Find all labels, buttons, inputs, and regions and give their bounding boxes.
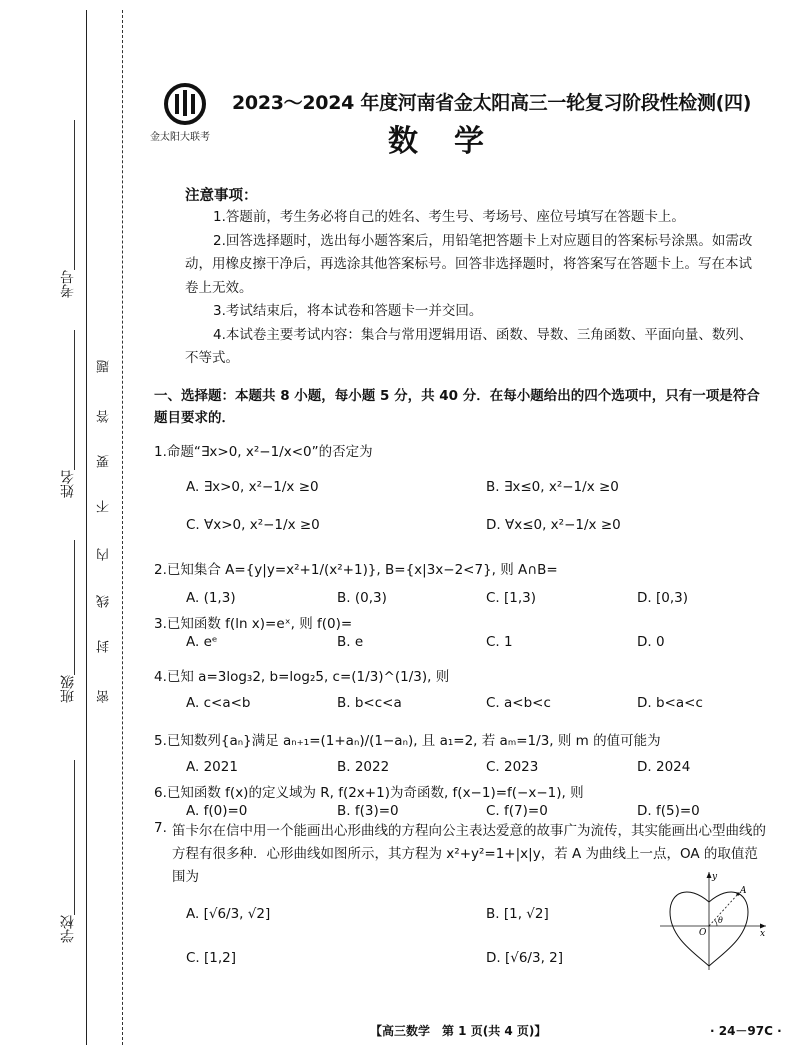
option-c: C. 2023 [486,759,539,775]
heart-curve-figure [656,868,770,972]
paper-code: · 24－97C · [710,1024,782,1038]
option-c: C. a<b<c [486,695,551,711]
o-label: O [699,928,707,938]
name-label: 姓名 [60,470,76,498]
option-b: B. [1, √2] [486,906,549,922]
y-axis-arrow [707,872,712,878]
a-label: A [740,886,747,896]
notice-item: 3.考试结束后，将本试卷和答题卡一并交回。 [213,303,483,319]
question-stem: 1.命题“∃x>0, x²−1/x<0”的否定为 [154,444,373,460]
notice-item: 4.本试卷主要考试内容：集合与常用逻辑用语、函数、导数、三角函数、平面向量、数列、不等式。 [185,326,753,366]
binding-line-dashed [122,10,123,1045]
logo-text: 金太阳大联考 [150,132,210,143]
option-c: C. [1,3) [486,590,537,606]
option-c: C. 1 [486,634,513,650]
option-b: B. f(3)=0 [337,803,399,819]
option-a: A. c<a<b [186,695,251,711]
question-stem: 笛卡尔在信中用一个能画出心形曲线的方程向公主表达爱意的故事广为流传，其实能画出心型曲线的方程有很多种．心形曲线如图所示，其方程为 x²+y²=1+|x|y，若 A 为曲线上一点，OA 的取值范围为 [172,823,766,885]
seal-char: 不 [97,500,112,513]
seal-char: 内 [97,548,112,561]
question-stem: 6.已知函数 f(x)的定义域为 R, f(2x+1)为奇函数, f(x−1)=f(−x−1), 则 [154,785,584,801]
subject-title: 数学 [388,124,520,159]
exam-number-label: 考号 [60,270,76,298]
question-number: 7. [154,820,167,836]
option-d: D. 2024 [637,759,691,775]
option-c: C. ∀x>0, x²−1/x ≥0 [186,517,320,533]
option-a: A. eᵉ [186,634,218,650]
class-line [74,540,75,675]
option-a: A. 2021 [186,759,238,775]
option-c: C. f(7)=0 [486,803,548,819]
section-heading: 一、选择题：本题共 8 小题，每小题 5 分，共 40 分．在每小题给出的四个选项中，只有一项是符合题目要求的． [154,388,760,426]
notice-list [185,206,755,371]
seal-char: 答 [97,410,112,423]
seal-char: 题 [97,360,112,373]
option-c: C. [1,2] [186,950,237,966]
theta-label: θ [718,916,723,925]
exam-number-line [74,120,75,270]
page-title: 2023～2024 年度河南省金太阳高三一轮复习阶段性检测(四) [232,92,752,114]
option-b: B. 2022 [337,759,390,775]
angle-arc [715,920,718,926]
option-a: A. (1,3) [186,590,236,606]
option-d: D. 0 [637,634,665,650]
y-label: y [712,872,718,882]
option-a: A. [√6/3, √2] [186,906,271,922]
option-d: D. b<a<c [637,695,703,711]
question-stem: 2.已知集合 A={y|y=x²+1/(x²+1)}, B={x|3x−2<7}, 则 A∩B= [154,562,558,578]
name-line [74,330,75,470]
x-axis-arrow [760,924,766,929]
logo-icon [160,82,210,126]
option-d: D. f(5)=0 [637,803,700,819]
seal-char: 要 [97,455,112,468]
option-a: A. ∃x>0, x²−1/x ≥0 [186,479,319,495]
option-b: B. (0,3) [337,590,387,606]
class-label: 班级 [60,675,76,703]
school-line [74,760,75,915]
notice-heading: 注意事项： [185,188,258,204]
seal-char: 封 [97,640,112,653]
option-a: A. f(0)=0 [186,803,248,819]
question-stem: 5.已知数列{aₙ}满足 aₙ₊₁=(1+aₙ)/(1−aₙ), 且 a₁=2, 若 aₘ=1/3, 则 m 的值可能为 [154,733,661,749]
notice-item: 2.回答选择题时，选出每小题答案后，用铅笔把答题卡上对应题目的答案标号涂黑。如需改动，用橡皮擦干净后，再选涂其他答案标号。回答非选择题时，将答案写在答题卡上。写在本试卷上无效。 [185,232,753,296]
option-b: B. ∃x≤0, x²−1/x ≥0 [486,479,619,495]
binding-line-left [86,10,87,1045]
option-d: D. [0,3) [637,590,688,606]
x-label: x [760,929,766,939]
school-label: 学校 [60,915,76,943]
option-b: B. b<c<a [337,695,402,711]
option-d: D. [√6/3, 2] [486,950,564,966]
page-footer: 【高三数学 第 1 页(共 4 页)】 [370,1024,547,1038]
question-stem: 4.已知 a=3log₃2, b=log₂5, c=(1/3)^(1/3), 则 [154,669,450,685]
question-stem: 3.已知函数 f(ln x)=eˣ, 则 f(0)= [154,616,353,632]
seal-char: 线 [97,595,112,608]
seal-char: 密 [97,690,112,703]
notice-item: 1.答题前，考生务必将自己的姓名、考生号、考场号、座位号填写在答题卡上。 [213,209,685,225]
option-d: D. ∀x≤0, x²−1/x ≥0 [486,517,621,533]
option-b: B. e [337,634,364,650]
